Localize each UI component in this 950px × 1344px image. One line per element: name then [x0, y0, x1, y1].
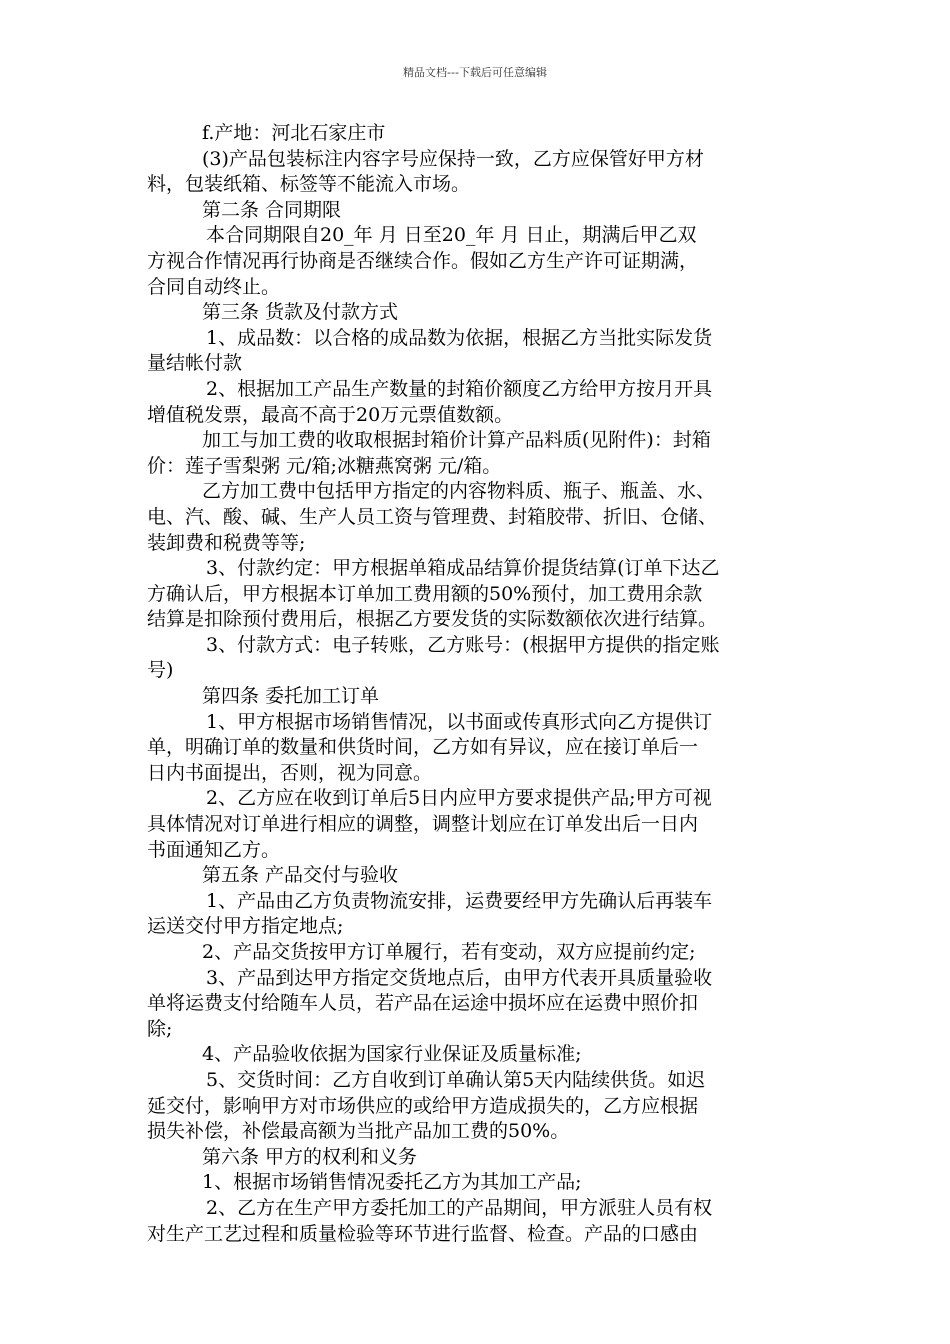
- document-line: 延交付，影响甲方对市场供应的或给甲方造成损失的，乙方应根据: [147, 1094, 699, 1117]
- document-line: 2、根据加工产品生产数量的封箱价额度乙方给甲方按月开具: [206, 377, 713, 400]
- document-line: 方确认后，甲方根据本订单加工费用额的50%预付，加工费用余款: [147, 582, 703, 605]
- document-line: 运送交付甲方指定地点;: [147, 915, 344, 938]
- document-line: 第三条 货款及付款方式: [202, 301, 399, 324]
- document-line: 结算是扣除预付费用后，根据乙方要发货的实际数额依次进行结算。: [147, 608, 718, 631]
- document-line: 对生产工艺过程和质量检验等环节进行监督、检查。产品的口感由: [147, 1222, 699, 1245]
- document-line: 3、付款约定：甲方根据单箱成品结算价提货结算(订单下达乙: [206, 557, 720, 580]
- document-line: 第六条 甲方的权利和义务: [202, 1145, 418, 1168]
- document-line: 4、产品验收依据为国家行业保证及质量标准;: [202, 1043, 582, 1066]
- document-line: (3)产品包装标注内容字号应保持一致，乙方应保管好甲方材: [202, 147, 704, 170]
- document-line: 1、根据市场销售情况委托乙方为其加工产品;: [202, 1171, 582, 1194]
- document-line: 5、交货时间：乙方自收到订单确认第5天内陆续供货。如迟: [206, 1068, 706, 1091]
- document-line: 书面通知乙方。: [147, 838, 281, 861]
- document-line: 1、成品数：以合格的成品数为依据，根据乙方当批实际发货: [206, 326, 713, 349]
- document-line: 号): [147, 659, 174, 682]
- document-body: [147, 121, 827, 1247]
- document-line: 日内书面提出，否则，视为同意。: [147, 761, 433, 784]
- document-line: 3、付款方式：电子转账，乙方账号：(根据甲方提供的指定账: [206, 633, 720, 656]
- page-header: 精品文档---下载后可任意编辑: [403, 66, 547, 79]
- document-line: 1、产品由乙方负责物流安排，运费要经甲方先确认后再装车: [206, 889, 713, 912]
- document-line: 单，明确订单的数量和供货时间，乙方如有异议，应在接订单后一: [147, 736, 699, 759]
- document-line: 合同自动终止。: [147, 275, 281, 298]
- document-line: 价：莲子雪梨粥 元/箱;冰糖燕窝粥 元/箱。: [147, 454, 502, 477]
- document-line: 本合同期限自20_年 月 日至20_年 月 日止，期满后甲乙双: [206, 224, 697, 247]
- document-line: 增值税发票，最高不高于20万元票值数额。: [147, 403, 514, 426]
- document-line: 单将运费支付给随车人员，若产品在运途中损坏应在运费中照价扣: [147, 992, 699, 1015]
- document-line: f.产地：河北石家庄市: [202, 122, 386, 144]
- document-line: 除;: [147, 1017, 173, 1040]
- document-line: 加工与加工费的收取根据封箱价计算产品料质(见附件)：封箱: [202, 429, 711, 452]
- document-line: 损失补偿，补偿最高额为当批产品加工费的50%。: [147, 1120, 570, 1143]
- document-line: 料，包装纸箱、标签等不能流入市场。: [147, 173, 471, 196]
- document-line: 乙方加工费中包括甲方指定的内容物料质、瓶子、瓶盖、水、: [202, 480, 716, 503]
- document-line: 第四条 委托加工订单: [202, 685, 380, 708]
- document-line: 2、乙方在生产甲方委托加工的产品期间，甲方派驻人员有权: [206, 1196, 713, 1219]
- document-line: 具体情况对订单进行相应的调整，调整计划应在订单发出后一日内: [147, 813, 699, 836]
- document-line: 第五条 产品交付与验收: [202, 864, 399, 887]
- document-line: 装卸费和税费等等;: [147, 531, 306, 554]
- document-line: 方视合作情况再行协商是否继续合作。假如乙方生产许可证期满，: [147, 249, 699, 272]
- document-line: 第二条 合同期限: [202, 198, 342, 221]
- document-line: 3、产品到达甲方指定交货地点后，由甲方代表开具质量验收: [206, 966, 713, 989]
- document-line: 量结帐付款: [147, 352, 243, 375]
- document-line: 2、产品交货按甲方订单履行，若有变动，双方应提前约定;: [202, 941, 696, 963]
- document-line: 电、汽、酸、碱、生产人员工资与管理费、封箱胶带、折旧、仓储、: [147, 505, 718, 528]
- document-line: 2、乙方应在收到订单后5日内应甲方要求提供产品;甲方可视: [206, 787, 712, 810]
- document-line: 1、甲方根据市场销售情况，以书面或传真形式向乙方提供订: [206, 710, 713, 733]
